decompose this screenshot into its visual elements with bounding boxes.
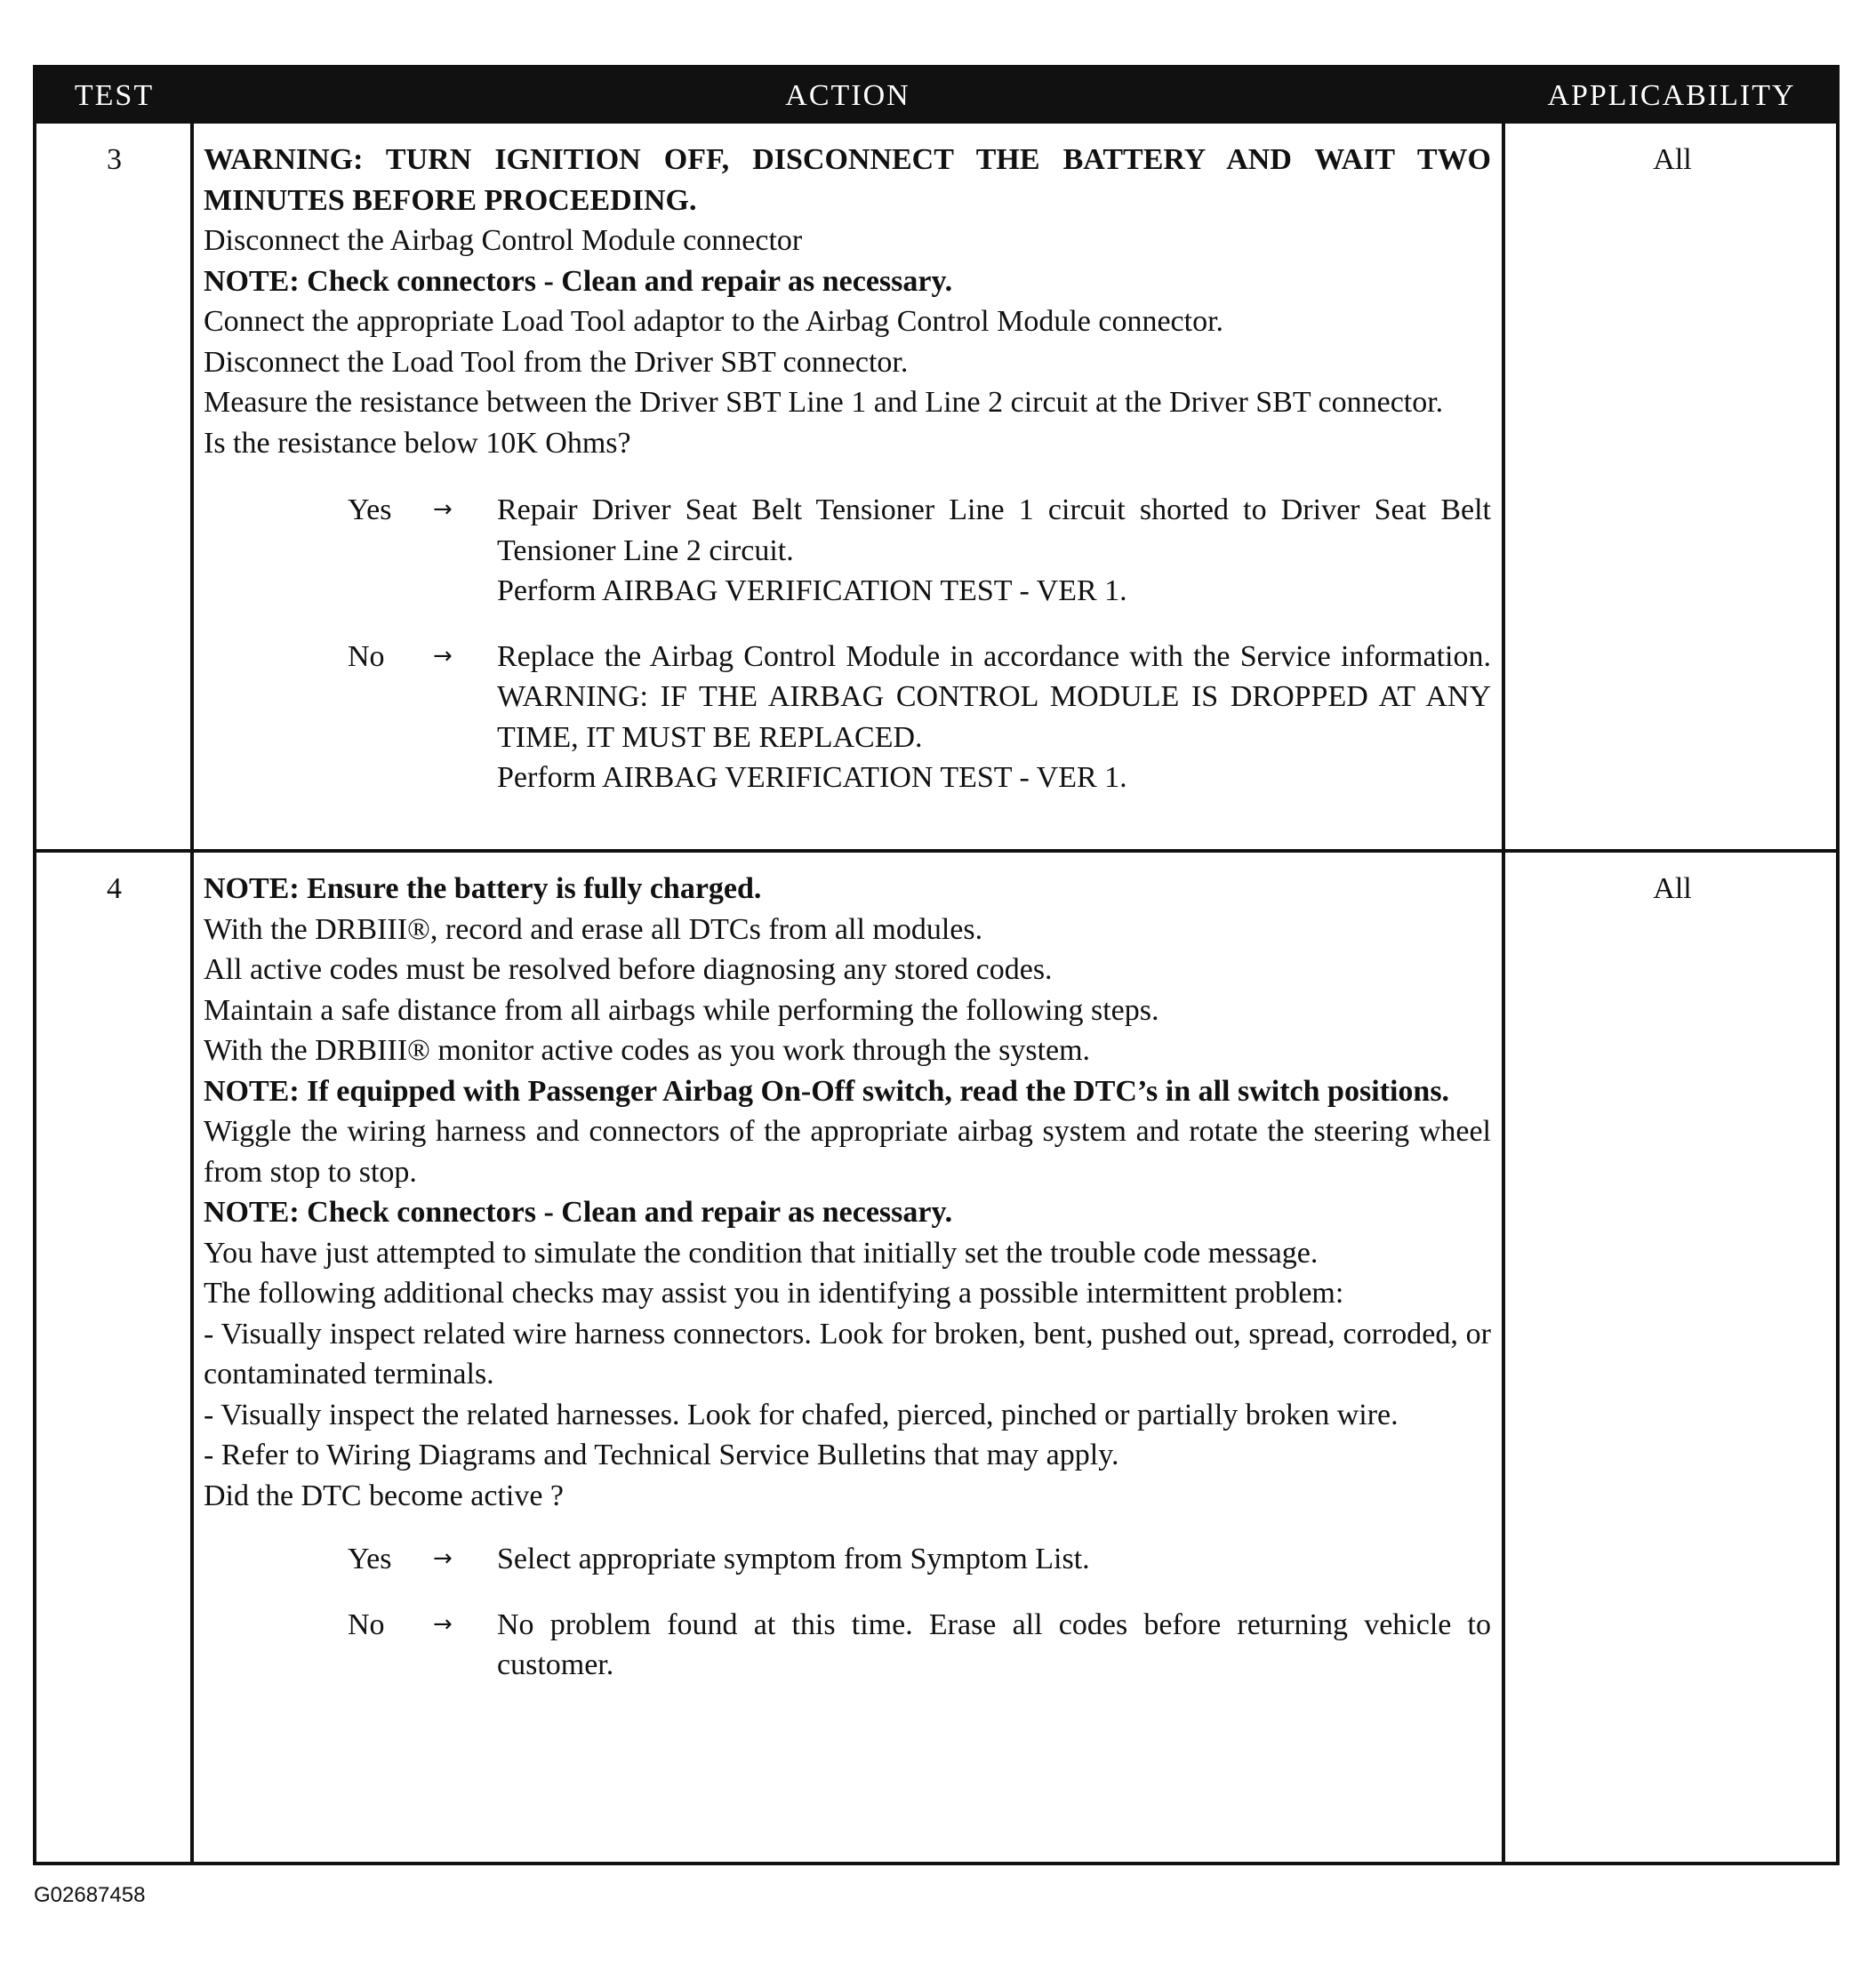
answer-line: Perform AIRBAG VERIFICATION TEST - VER 1. (497, 574, 1127, 607)
answer-label: No (348, 639, 385, 673)
answer-line: Select appropriate symptom from Symptom List. (497, 1543, 1090, 1575)
table-row-test-4 (36, 853, 1836, 1865)
answer-line: Replace the Airbag Control Module in accordance with the Service information. WARNING: IF THE AIRBAG CONTROL MODULE IS DROPPED AT ANY TIME, IT MUST BE REPLACED. (497, 639, 1491, 754)
header-test: TEST (74, 79, 155, 112)
note-line: NOTE: If equipped with Passenger Airbag On-Off switch, read the DTC’s in all switch positions. (204, 1074, 1450, 1108)
note-line: NOTE: Check connectors - Clean and repair as necessary. (204, 264, 953, 298)
answer-label: Yes (348, 493, 392, 526)
header-applicability: APPLICABILITY (1547, 79, 1796, 112)
right-arrow-icon: → (433, 496, 453, 523)
action-line: Disconnect the Load Tool from the Driver SBT connector. (204, 345, 909, 379)
action-line: With the DRBIII®, record and erase all DTCs from all modules. (204, 912, 983, 946)
applicability-cell: All (1653, 143, 1692, 176)
action-line: With the DRBIII® monitor active codes as you work through the system. (204, 1034, 1091, 1067)
note-line: NOTE: Ensure the battery is fully charged. (204, 872, 762, 905)
answer-no (204, 637, 1491, 798)
column-divider (190, 124, 194, 1862)
answer-label: Yes (348, 1543, 392, 1575)
applicability-cell: All (1653, 872, 1692, 905)
header-action: ACTION (785, 79, 910, 112)
right-arrow-icon: → (433, 1610, 453, 1638)
checklist-item: - Refer to Wiring Diagrams and Technical Service Bulletins that may apply. (204, 1439, 1119, 1471)
action-line: Connect the appropriate Load Tool adaptor to the Airbag Control Module connector. (204, 305, 1224, 338)
table-row-test-3 (36, 124, 1836, 853)
answer-text (497, 637, 1491, 798)
note-line: NOTE: Check connectors - Clean and repair as necessary. (204, 1196, 953, 1229)
answer-yes (204, 490, 1491, 612)
answer-line: Repair Driver Seat Belt Tensioner Line 1 circuit shorted to Driver Seat Belt Tensioner Line 2 circuit. (497, 493, 1491, 567)
answer-text (497, 490, 1491, 612)
column-divider (1502, 124, 1505, 1862)
checklist-item: - Visually inspect related wire harness connectors. Look for broken, bent, pushed out, spread, corroded, or contaminated terminals. (204, 1317, 1491, 1391)
action-line: Measure the resistance between the Driver SBT Line 1 and Line 2 circuit at the Driver SBT connector. (204, 386, 1444, 419)
action-cell (204, 869, 1491, 1686)
answer-no (204, 1605, 1491, 1686)
action-line: You have just attempted to simulate the condition that initially set the trouble code message. (204, 1236, 1319, 1270)
action-cell (204, 140, 1491, 798)
answer-text (497, 1605, 1491, 1686)
checklist-item: - Visually inspect the related harnesses. Look for chafed, pierced, pinched or partially broken wire. (204, 1398, 1399, 1431)
answer-line: No problem found at this time. Erase all codes before returning vehicle to customer. (497, 1607, 1491, 1681)
right-arrow-icon: → (433, 1545, 453, 1572)
answer-label: No (348, 1607, 385, 1641)
table-header (36, 68, 1836, 124)
answer-text (497, 1539, 1491, 1580)
diagnostic-table (33, 65, 1840, 1865)
test-number: 3 (107, 143, 122, 176)
action-line: All active codes must be resolved before diagnosing any stored codes. (204, 953, 1053, 986)
figure-id: G02687458 (34, 1883, 146, 1907)
answer-yes (204, 1539, 1491, 1580)
action-line: Wiggle the wiring harness and connectors of the appropriate airbag system and rotate the steering wheel from stop to stop. (204, 1115, 1491, 1189)
test-number: 4 (107, 872, 122, 905)
question-line: Did the DTC become active ? (204, 1479, 565, 1512)
action-line: The following additional checks may assist you in identifying a possible intermittent problem: (204, 1277, 1344, 1310)
action-line: Maintain a safe distance from all airbags while performing the following steps. (204, 993, 1159, 1027)
right-arrow-icon: → (433, 642, 453, 669)
warning-line: WARNING: TURN IGNITION OFF, DISCONNECT THE BATTERY AND WAIT TWO MINUTES BEFORE PROCEEDING. (204, 143, 1491, 217)
answer-line: Perform AIRBAG VERIFICATION TEST - VER 1. (497, 761, 1127, 794)
question-line: Is the resistance below 10K Ohms? (204, 426, 631, 460)
action-line: Disconnect the Airbag Control Module connector (204, 224, 803, 257)
